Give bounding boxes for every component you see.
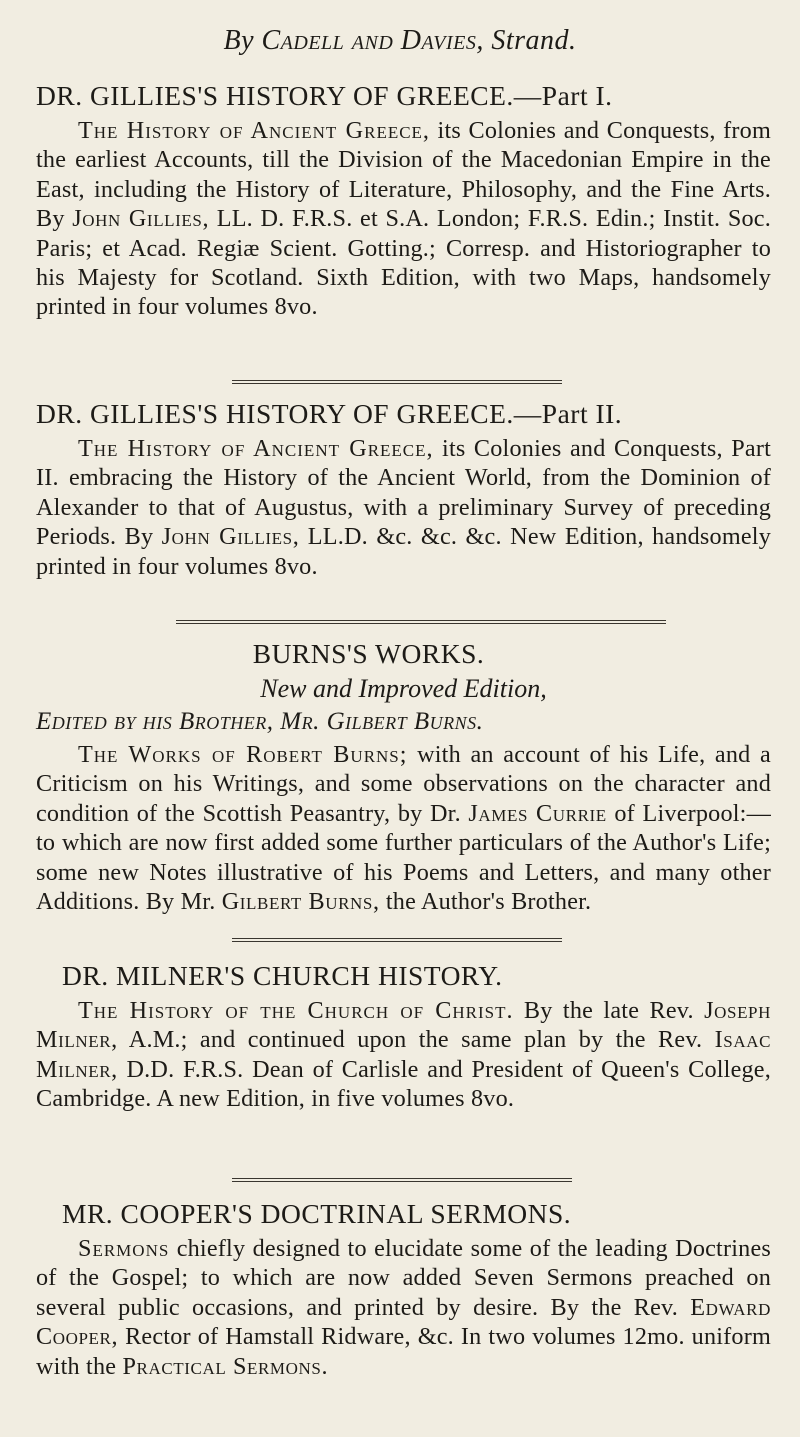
entry-gillies-greece-part-1 <box>36 80 771 322</box>
entry-text: with an account of his Life, and a Criticism on his Writings, and some observations on the character and condition of the Scottish Peasantry, by Dr. <box>36 741 771 827</box>
entry-lead: The History of Ancient Greece, <box>78 435 434 462</box>
divider-rule <box>232 938 562 942</box>
entry-title: DR. MILNER'S CHURCH HISTORY. <box>62 960 503 991</box>
entry-description <box>36 740 771 916</box>
header-by: By <box>223 25 254 56</box>
entry-lead: The Works of Robert Burns; <box>78 741 408 768</box>
entry-author: Joseph Milner, <box>36 997 771 1054</box>
entry-subtitle: New and Improved Edition, <box>260 674 547 703</box>
entry-description <box>36 116 771 322</box>
entry-title: DR. GILLIES'S HISTORY OF GREECE.—Part I. <box>36 80 613 111</box>
entry-title: BURNS'S WORKS. <box>252 638 485 669</box>
entry-title: DR. GILLIES'S HISTORY OF GREECE.—Part II. <box>36 398 623 429</box>
entry-author: James Currie <box>468 799 607 827</box>
entry-gillies-greece-part-2 <box>36 398 771 581</box>
entry-author-2: Practical Sermons. <box>122 1352 329 1380</box>
entry-description <box>36 1234 771 1381</box>
divider-rule <box>232 380 562 384</box>
entry-text-tail-2: D.D. F.R.S. Dean of Carlisle and President of Queen's College, Cambridge. A new Edition, in five volumes 8vo. <box>36 1055 771 1113</box>
entry-editor-line: Edited by his Brother, Mr. Gilbert Burns. <box>36 708 484 735</box>
entry-burns-works <box>36 638 771 916</box>
entry-text: its Colonies and Conquests, from the earliest Accounts, till the Division of the Macedonian Empire in the East, including the History of Literature, Philosophy, and the Fine Arts. By <box>36 117 771 233</box>
entry-author: Edward Cooper, <box>36 1293 771 1351</box>
entry-text-tail-2: the Author's Brother. <box>385 888 592 916</box>
entry-title: MR. COOPER'S DOCTRINAL SERMONS. <box>62 1198 572 1229</box>
entry-author-2: Isaac Milner, <box>36 1026 772 1083</box>
entry-description <box>36 996 771 1114</box>
entry-description <box>36 434 771 581</box>
publisher-name: Cadell and Davies, <box>261 25 484 56</box>
entry-author: John Gillies, <box>161 523 300 551</box>
divider-rule <box>176 620 666 624</box>
entry-lead: The History of Ancient Greece, <box>78 117 430 144</box>
entry-cooper-sermons <box>36 1198 771 1381</box>
entry-text-tail: Rector of Hamstall Ridware, &c. In two volumes 12mo. uniform with the <box>36 1323 771 1380</box>
entry-text: chiefly designed to elucidate some of the leading Doctrines of the Gospel; to which are now added Seven Sermons preached on several public occasions, and printed by desire. By the Rev. <box>36 1235 771 1321</box>
entry-text-tail: LL. D. F.R.S. et S.A. London; F.R.S. Edin.; Instit. Soc. Paris; et Acad. Regiæ Scient. Gotting.; Corresp. and Historiographer to his Majesty for Scotland. Sixth Edition, with two Maps, handsomely printed in four volumes 8vo. <box>36 205 771 321</box>
entry-author: John Gillies, <box>72 205 210 233</box>
entry-text-tail: A.M.; and continued upon the same plan by the Rev. <box>128 1026 703 1054</box>
publisher-header <box>0 25 800 57</box>
entry-lead: Sermons <box>78 1235 170 1262</box>
entry-lead: The History of the Church of Christ. <box>78 997 514 1024</box>
entry-text: its Colonies and Conquests, Part II. embracing the History of the Ancient World, from the Dominion of Alexander to that of Augustus, with a preliminary Survey of preceding Periods. By <box>36 435 771 551</box>
entry-author-2: Gilbert Burns, <box>221 888 380 916</box>
divider-rule <box>232 1178 572 1182</box>
entry-text-tail: LL.D. &c. &c. &c. New Edition, handsomely printed in four volumes 8vo. <box>36 523 771 580</box>
entry-milner-church-history <box>36 960 771 1114</box>
entry-text-tail: of Liverpool:—to which are now first added some further particulars of the Author's Life; some new Notes illustrative of his Poems and Letters, and many other Additions. By Mr. <box>36 799 771 916</box>
entry-text: By the late Rev. <box>523 997 694 1024</box>
publisher-place: Strand. <box>491 25 577 56</box>
